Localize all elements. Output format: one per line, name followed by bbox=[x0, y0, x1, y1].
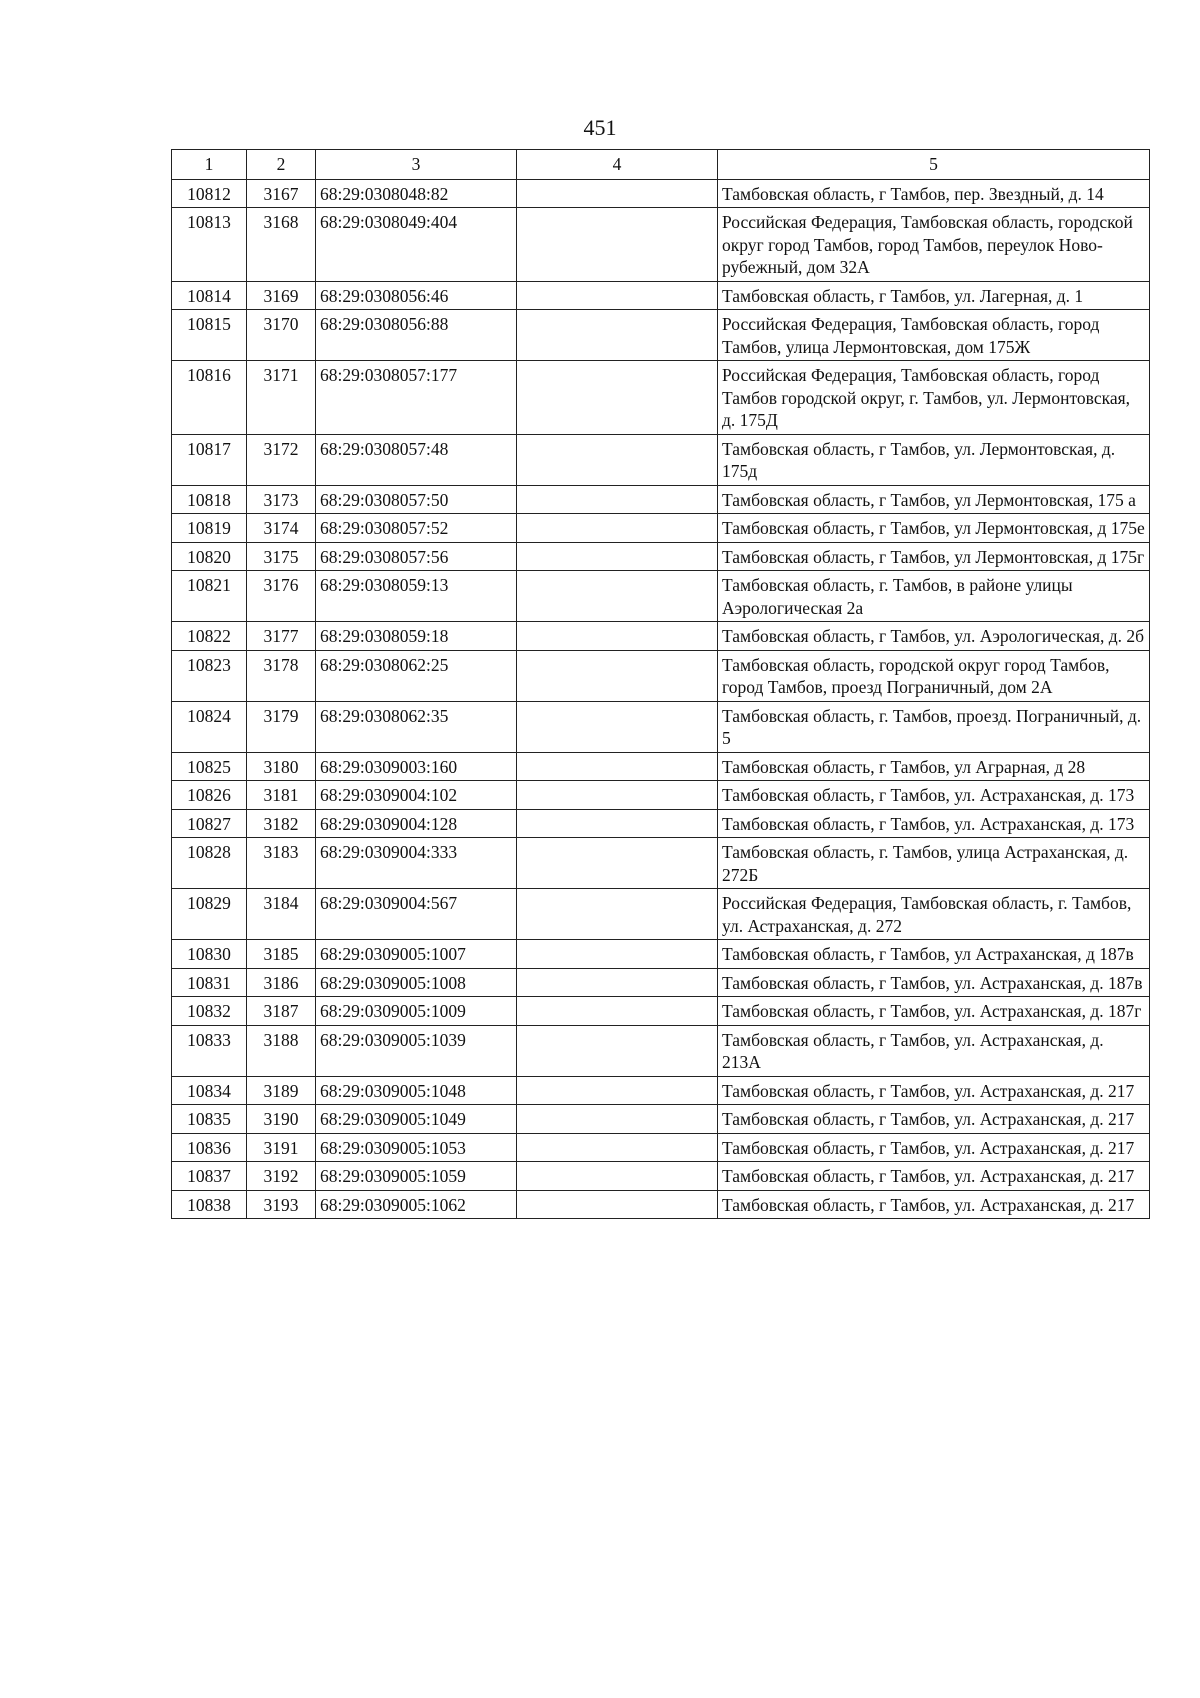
address-cell: Тамбовская область, г Тамбов, ул Лермонтовская, д 175г bbox=[718, 542, 1150, 571]
cadastral-number-cell: 68:29:0309005:1007 bbox=[316, 940, 517, 969]
address-cell: Тамбовская область, г Тамбов, ул. Астраханская, д. 187в bbox=[718, 968, 1150, 997]
cadastral-number-cell: 68:29:0309005:1008 bbox=[316, 968, 517, 997]
address-cell: Тамбовская область, г Тамбов, ул. Лагерная, д. 1 bbox=[718, 281, 1150, 310]
table-row bbox=[172, 968, 1150, 997]
object-id-cell: 3172 bbox=[247, 434, 316, 485]
table-row bbox=[172, 1162, 1150, 1191]
column-4-cell bbox=[517, 485, 718, 514]
column-4-cell bbox=[517, 940, 718, 969]
row-number-cell: 10814 bbox=[172, 281, 247, 310]
row-number-cell: 10831 bbox=[172, 968, 247, 997]
column-4-cell bbox=[517, 650, 718, 701]
object-id-cell: 3183 bbox=[247, 838, 316, 889]
column-4-cell bbox=[517, 571, 718, 622]
object-id-cell: 3181 bbox=[247, 781, 316, 810]
column-4-cell bbox=[517, 809, 718, 838]
table-row bbox=[172, 622, 1150, 651]
table-row bbox=[172, 1076, 1150, 1105]
cadastral-number-cell: 68:29:0308059:18 bbox=[316, 622, 517, 651]
address-cell: Тамбовская область, г. Тамбов, проезд. Пограничный, д. 5 bbox=[718, 701, 1150, 752]
object-id-cell: 3168 bbox=[247, 208, 316, 282]
object-id-cell: 3191 bbox=[247, 1133, 316, 1162]
table-row bbox=[172, 1025, 1150, 1076]
table-row bbox=[172, 1105, 1150, 1134]
address-cell: Тамбовская область, г Тамбов, ул. Астраханская, д. 217 bbox=[718, 1105, 1150, 1134]
object-id-cell: 3189 bbox=[247, 1076, 316, 1105]
column-header-2: 2 bbox=[247, 150, 316, 180]
table-row bbox=[172, 809, 1150, 838]
address-cell: Тамбовская область, г. Тамбов, улица Астраханская, д. 272Б bbox=[718, 838, 1150, 889]
column-4-cell bbox=[517, 1076, 718, 1105]
table-row bbox=[172, 752, 1150, 781]
cadastral-number-cell: 68:29:0309005:1053 bbox=[316, 1133, 517, 1162]
object-id-cell: 3190 bbox=[247, 1105, 316, 1134]
table-row bbox=[172, 542, 1150, 571]
address-cell: Тамбовская область, г Тамбов, ул Лермонтовская, 175 а bbox=[718, 485, 1150, 514]
address-cell: Тамбовская область, г Тамбов, ул Астраханская, д 187в bbox=[718, 940, 1150, 969]
column-4-cell bbox=[517, 179, 718, 208]
object-id-cell: 3176 bbox=[247, 571, 316, 622]
registry-table bbox=[171, 149, 1150, 1219]
table-row bbox=[172, 650, 1150, 701]
column-header-3: 3 bbox=[316, 150, 517, 180]
row-number-cell: 10824 bbox=[172, 701, 247, 752]
cadastral-number-cell: 68:29:0309005:1062 bbox=[316, 1190, 517, 1219]
address-cell: Российская Федерация, Тамбовская область, город Тамбов городской округ, г. Тамбов, ул. Лермонтовская, д. 175Д bbox=[718, 361, 1150, 435]
page-number: 451 bbox=[583, 115, 617, 140]
object-id-cell: 3186 bbox=[247, 968, 316, 997]
address-cell: Тамбовская область, г Тамбов, ул. Астраханская, д. 187г bbox=[718, 997, 1150, 1026]
address-cell: Тамбовская область, г Тамбов, пер. Звездный, д. 14 bbox=[718, 179, 1150, 208]
row-number-cell: 10832 bbox=[172, 997, 247, 1026]
table-row bbox=[172, 281, 1150, 310]
row-number-cell: 10815 bbox=[172, 310, 247, 361]
object-id-cell: 3179 bbox=[247, 701, 316, 752]
object-id-cell: 3175 bbox=[247, 542, 316, 571]
address-cell: Тамбовская область, г Тамбов, ул. Астраханская, д. 173 bbox=[718, 781, 1150, 810]
column-4-cell bbox=[517, 701, 718, 752]
row-number-cell: 10821 bbox=[172, 571, 247, 622]
column-4-cell bbox=[517, 514, 718, 543]
cadastral-number-cell: 68:29:0309005:1049 bbox=[316, 1105, 517, 1134]
row-number-cell: 10826 bbox=[172, 781, 247, 810]
object-id-cell: 3193 bbox=[247, 1190, 316, 1219]
column-header-1: 1 bbox=[172, 150, 247, 180]
table-row bbox=[172, 485, 1150, 514]
column-4-cell bbox=[517, 542, 718, 571]
row-number-cell: 10835 bbox=[172, 1105, 247, 1134]
row-number-cell: 10833 bbox=[172, 1025, 247, 1076]
table-row bbox=[172, 571, 1150, 622]
object-id-cell: 3169 bbox=[247, 281, 316, 310]
row-number-cell: 10838 bbox=[172, 1190, 247, 1219]
object-id-cell: 3180 bbox=[247, 752, 316, 781]
column-4-cell bbox=[517, 889, 718, 940]
address-cell: Российская Федерация, Тамбовская область, г. Тамбов, ул. Астраханская, д. 272 bbox=[718, 889, 1150, 940]
table-row bbox=[172, 889, 1150, 940]
table-row bbox=[172, 997, 1150, 1026]
column-4-cell bbox=[517, 310, 718, 361]
column-4-cell bbox=[517, 622, 718, 651]
object-id-cell: 3177 bbox=[247, 622, 316, 651]
column-4-cell bbox=[517, 968, 718, 997]
row-number-cell: 10823 bbox=[172, 650, 247, 701]
column-4-cell bbox=[517, 1025, 718, 1076]
object-id-cell: 3170 bbox=[247, 310, 316, 361]
cadastral-number-cell: 68:29:0308057:52 bbox=[316, 514, 517, 543]
table-row bbox=[172, 940, 1150, 969]
row-number-cell: 10820 bbox=[172, 542, 247, 571]
address-cell: Тамбовская область, г Тамбов, ул. Астраханская, д. 217 bbox=[718, 1190, 1150, 1219]
row-number-cell: 10816 bbox=[172, 361, 247, 435]
table-row bbox=[172, 781, 1150, 810]
cadastral-number-cell: 68:29:0308056:46 bbox=[316, 281, 517, 310]
table-row bbox=[172, 1133, 1150, 1162]
column-4-cell bbox=[517, 208, 718, 282]
address-cell: Российская Федерация, Тамбовская область, городской округ город Тамбов, город Тамбов, переулок Ново-рубежный, дом 32А bbox=[718, 208, 1150, 282]
column-4-cell bbox=[517, 1133, 718, 1162]
cadastral-number-cell: 68:29:0309004:128 bbox=[316, 809, 517, 838]
row-number-cell: 10830 bbox=[172, 940, 247, 969]
column-header-4: 4 bbox=[517, 150, 718, 180]
table-row bbox=[172, 208, 1150, 282]
object-id-cell: 3178 bbox=[247, 650, 316, 701]
address-cell: Тамбовская область, г Тамбов, ул. Лермонтовская, д. 175д bbox=[718, 434, 1150, 485]
object-id-cell: 3171 bbox=[247, 361, 316, 435]
row-number-cell: 10818 bbox=[172, 485, 247, 514]
row-number-cell: 10836 bbox=[172, 1133, 247, 1162]
address-cell: Тамбовская область, г Тамбов, ул Аграрная, д 28 bbox=[718, 752, 1150, 781]
address-cell: Тамбовская область, г Тамбов, ул. Астраханская, д. 217 bbox=[718, 1133, 1150, 1162]
table-row bbox=[172, 701, 1150, 752]
address-cell: Тамбовская область, г Тамбов, ул. Астраханская, д. 217 bbox=[718, 1162, 1150, 1191]
address-cell: Тамбовская область, г. Тамбов, в районе улицы Аэрологическая 2а bbox=[718, 571, 1150, 622]
cadastral-number-cell: 68:29:0309005:1039 bbox=[316, 1025, 517, 1076]
column-4-cell bbox=[517, 781, 718, 810]
address-cell: Тамбовская область, г Тамбов, ул. Астраханская, д. 217 bbox=[718, 1076, 1150, 1105]
row-number-cell: 10822 bbox=[172, 622, 247, 651]
cadastral-number-cell: 68:29:0309005:1009 bbox=[316, 997, 517, 1026]
address-cell: Тамбовская область, г Тамбов, ул. Астраханская, д. 173 bbox=[718, 809, 1150, 838]
cadastral-number-cell: 68:29:0308049:404 bbox=[316, 208, 517, 282]
column-4-cell bbox=[517, 434, 718, 485]
cadastral-number-cell: 68:29:0308057:177 bbox=[316, 361, 517, 435]
row-number-cell: 10828 bbox=[172, 838, 247, 889]
object-id-cell: 3188 bbox=[247, 1025, 316, 1076]
cadastral-number-cell: 68:29:0308057:48 bbox=[316, 434, 517, 485]
table-row bbox=[172, 361, 1150, 435]
row-number-cell: 10819 bbox=[172, 514, 247, 543]
table-row bbox=[172, 1190, 1150, 1219]
address-cell: Тамбовская область, г Тамбов, ул Лермонтовская, д 175е bbox=[718, 514, 1150, 543]
cadastral-number-cell: 68:29:0309004:333 bbox=[316, 838, 517, 889]
table-row bbox=[172, 514, 1150, 543]
object-id-cell: 3184 bbox=[247, 889, 316, 940]
column-4-cell bbox=[517, 281, 718, 310]
cadastral-number-cell: 68:29:0309005:1059 bbox=[316, 1162, 517, 1191]
cadastral-number-cell: 68:29:0308062:25 bbox=[316, 650, 517, 701]
column-4-cell bbox=[517, 997, 718, 1026]
row-number-cell: 10825 bbox=[172, 752, 247, 781]
address-cell: Тамбовская область, городской округ город Тамбов, город Тамбов, проезд Пограничный, дом 2А bbox=[718, 650, 1150, 701]
cadastral-number-cell: 68:29:0309003:160 bbox=[316, 752, 517, 781]
row-number-cell: 10829 bbox=[172, 889, 247, 940]
row-number-cell: 10817 bbox=[172, 434, 247, 485]
object-id-cell: 3167 bbox=[247, 179, 316, 208]
cadastral-number-cell: 68:29:0309004:567 bbox=[316, 889, 517, 940]
cadastral-number-cell: 68:29:0308062:35 bbox=[316, 701, 517, 752]
cadastral-number-cell: 68:29:0309004:102 bbox=[316, 781, 517, 810]
cadastral-number-cell: 68:29:0308057:56 bbox=[316, 542, 517, 571]
column-4-cell bbox=[517, 1162, 718, 1191]
row-number-cell: 10837 bbox=[172, 1162, 247, 1191]
table-row bbox=[172, 434, 1150, 485]
object-id-cell: 3173 bbox=[247, 485, 316, 514]
row-number-cell: 10834 bbox=[172, 1076, 247, 1105]
cadastral-number-cell: 68:29:0309005:1048 bbox=[316, 1076, 517, 1105]
address-cell: Тамбовская область, г Тамбов, ул. Аэрологическая, д. 2б bbox=[718, 622, 1150, 651]
column-4-cell bbox=[517, 1105, 718, 1134]
object-id-cell: 3182 bbox=[247, 809, 316, 838]
cadastral-number-cell: 68:29:0308057:50 bbox=[316, 485, 517, 514]
cadastral-number-cell: 68:29:0308056:88 bbox=[316, 310, 517, 361]
row-number-cell: 10827 bbox=[172, 809, 247, 838]
object-id-cell: 3174 bbox=[247, 514, 316, 543]
object-id-cell: 3192 bbox=[247, 1162, 316, 1191]
header-row bbox=[172, 150, 1150, 180]
row-number-cell: 10812 bbox=[172, 179, 247, 208]
address-cell: Тамбовская область, г Тамбов, ул. Астраханская, д. 213А bbox=[718, 1025, 1150, 1076]
cadastral-number-cell: 68:29:0308059:13 bbox=[316, 571, 517, 622]
column-header-5: 5 bbox=[718, 150, 1150, 180]
cadastral-number-cell: 68:29:0308048:82 bbox=[316, 179, 517, 208]
object-id-cell: 3185 bbox=[247, 940, 316, 969]
column-4-cell bbox=[517, 752, 718, 781]
table-row bbox=[172, 838, 1150, 889]
column-4-cell bbox=[517, 1190, 718, 1219]
table-row bbox=[172, 310, 1150, 361]
address-cell: Российская Федерация, Тамбовская область, город Тамбов, улица Лермонтовская, дом 175Ж bbox=[718, 310, 1150, 361]
row-number-cell: 10813 bbox=[172, 208, 247, 282]
table-row bbox=[172, 179, 1150, 208]
table-body bbox=[172, 179, 1150, 1219]
column-4-cell bbox=[517, 838, 718, 889]
object-id-cell: 3187 bbox=[247, 997, 316, 1026]
column-4-cell bbox=[517, 361, 718, 435]
